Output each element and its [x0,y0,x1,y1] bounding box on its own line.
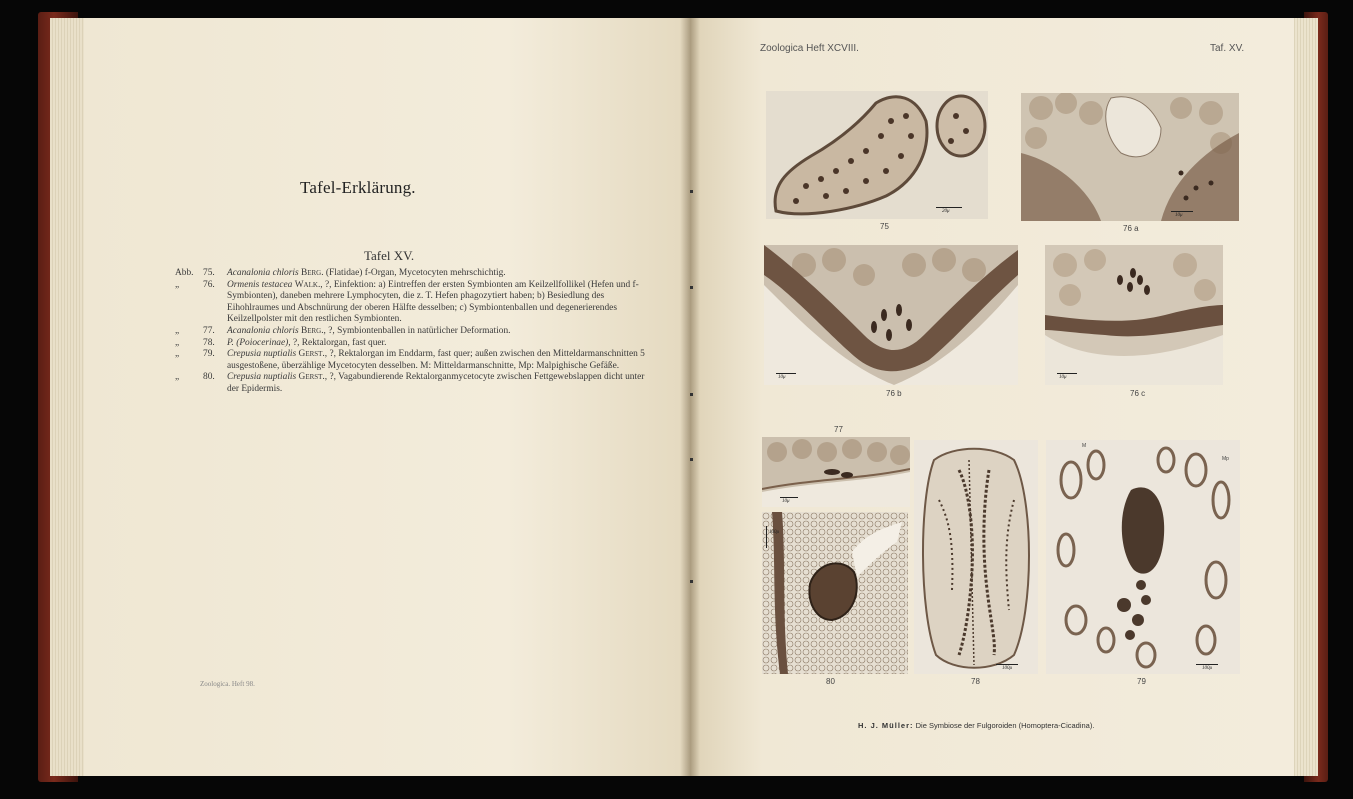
legend-entry: „ 79. Crepusia nuptialis Gerst., ?, Rektalorgan im Enddarm, fast quer; außen zwischen den Mitteldarmanschnitten 5 ausgestoßene, überzählige Mycetocyten desselben. M: Mitteldarmanschnitte, Mp: Malpighische Gefäße. [175,349,645,371]
figure-legend [175,268,655,396]
gutter-mark [690,286,693,289]
fig79-label-mp: Mp [1222,456,1229,462]
book-gutter [680,18,700,776]
gutter-mark [690,190,693,193]
plate-title: Tafel XV. [364,248,415,263]
page-footer: Zoologica. Heft 98. [200,680,255,688]
figure-75-micrograph: 20μ [766,91,988,219]
legend-entry: „ 78. P. (Poiocerinae), ?, Rektalorgan, fast quer. [175,337,387,348]
figure-label-80: 80 [826,677,835,686]
left-page [84,18,690,776]
legend-entry: „ 76. Ormenis testacea Walk., ?, Einfektion: a) Eintreffen der ersten Symbionten am Keilzellfollikel (Hefen und f-Symbionten), daneben mehrere Lymphocyten, die z. T. Hefen phagozytiert haben; b) Besiedlung des Eihohlraumes und Abschnürung der oberen Hälfte desselben; c) Symbiontenballen und degenerierendes Keilzellpolster mit den restlichen Symbionten. [175,279,639,325]
fig79-label-m: M [1082,443,1087,449]
journal-header: Zoologica Heft XCVIII. [760,43,859,54]
figure-label-75: 75 [880,222,889,231]
gutter-mark [690,458,693,461]
figure-76b-micrograph: 10μ [764,245,1018,385]
gutter-mark [690,393,693,396]
figure-80-micrograph: 100μ [762,512,908,674]
legend-entry: Abb. 75. Acanalonia chloris Berg. (Flatidae) f-Organ, Mycetocyten mehrschichtig. [175,268,506,278]
figure-label-76a: 76 a [1123,224,1139,233]
plate-number: Taf. XV. [1210,43,1245,54]
figure-label-78: 78 [971,677,980,686]
figure-label-77: 77 [834,425,843,434]
legend-entry: „ 77. Acanalonia chloris Berg., ?, Symbiontenballen in natürlicher Deformation. [175,325,511,336]
figure-79-micrograph: M Mp 100μ [1046,440,1240,674]
figure-76c-micrograph: 10μ [1045,245,1223,385]
figure-77-micrograph: 10μ [762,437,910,507]
page-title: Tafel-Erklärung. [300,178,416,197]
figure-label-76b: 76 b [886,389,902,398]
figure-78-micrograph: 100μ [914,440,1038,674]
gutter-mark [690,580,693,583]
figure-76a-micrograph: 10μ [1021,93,1239,221]
figure-label-79: 79 [1137,677,1146,686]
plate-caption [858,721,1094,730]
caption-author: H. J. Müller: [858,721,914,730]
figure-label-76c: 76 c [1130,389,1146,398]
legend-entry: „ 80. Crepusia nuptialis Gerst., ?, Vagabundierende Rektalorganmycetocyte zwischen Fettgewebslappen dicht unter der Epidermis. [175,372,645,394]
caption-text: Die Symbiose der Fulgoroiden (Homoptera-Cicadina). [915,721,1095,730]
